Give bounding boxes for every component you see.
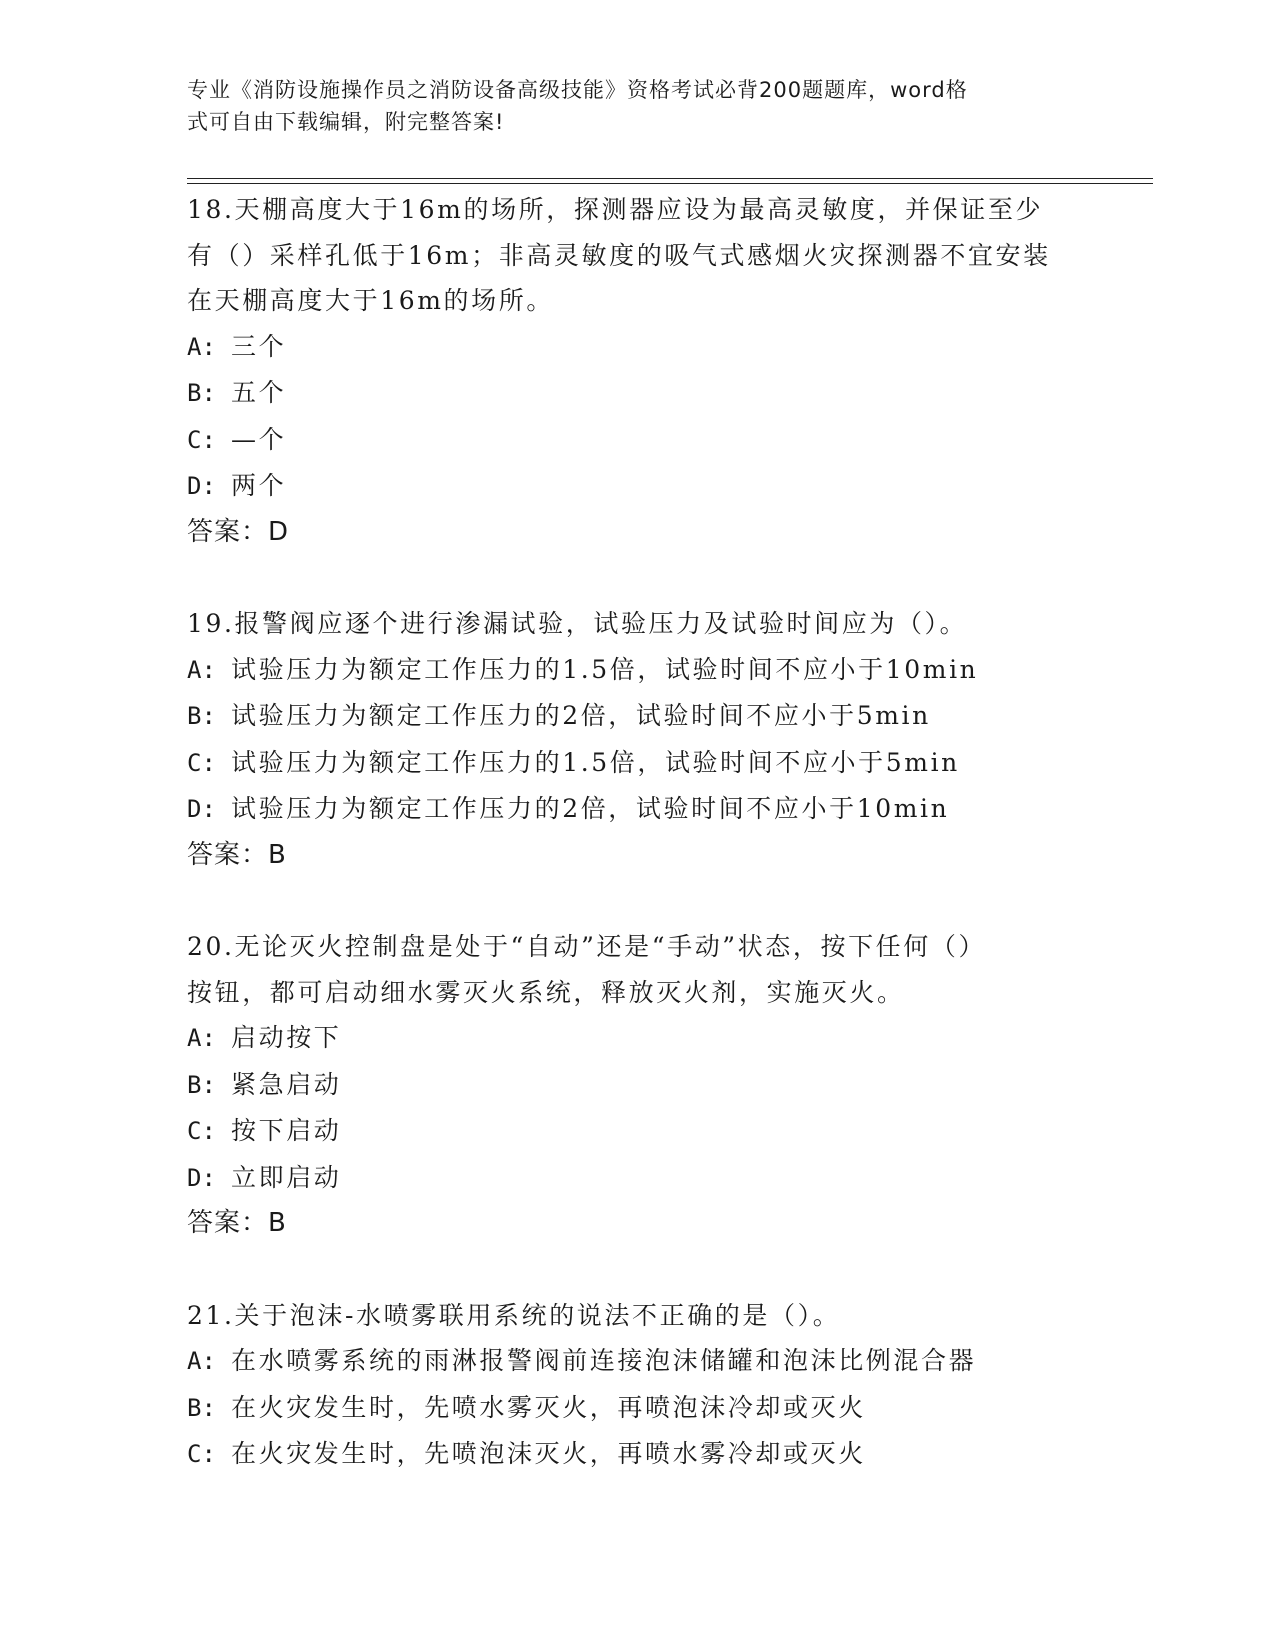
header-divider-bottom	[187, 183, 1153, 184]
option-letter: B:	[187, 1393, 216, 1422]
question-stem-line: 18.天棚高度大于16m的场所，探测器应设为最高灵敏度，并保证至少	[187, 195, 1044, 224]
option-text: 在火灾发生时，先喷水雾灭火，再喷泡沫冷却或灭火	[231, 1392, 866, 1422]
option-a	[187, 324, 1087, 371]
option-b	[187, 1062, 1087, 1109]
option-text: 三个	[231, 331, 287, 361]
option-letter: C:	[187, 1440, 216, 1468]
answer-label: 答案：B	[187, 839, 287, 870]
option-letter: B:	[187, 379, 216, 407]
option-letter: A:	[187, 655, 216, 684]
option-letter: C:	[187, 1117, 216, 1145]
option-text: 五个	[231, 378, 287, 407]
option-letter: A:	[187, 1024, 216, 1052]
header-line-1: 专业《消防设施操作员之消防设备高级技能》资格考试必背200题题库，word格	[187, 78, 968, 102]
option-text: 启动按下	[231, 1023, 342, 1052]
answer-label: 答案：B	[187, 1208, 287, 1238]
spacer	[187, 878, 1087, 924]
question-21	[187, 1293, 1087, 1478]
option-b	[187, 1385, 1087, 1432]
option-text: 在火灾发生时，先喷泡沫灭火，再喷水雾冷却或灭火	[231, 1439, 866, 1468]
question-19	[187, 601, 1087, 878]
question-stem-line: 有（）采样孔低于16m；非高灵敏度的吸气式感烟火灾探测器不宜安装	[187, 240, 1051, 270]
option-text: 立即启动	[231, 1162, 342, 1192]
option-letter: C:	[187, 748, 216, 777]
question-18	[187, 187, 1087, 555]
question-stem-line: 按钮，都可启动细水雾灭火系统，释放灭火剂，实施灭火。	[187, 977, 905, 1007]
option-d	[187, 463, 1087, 510]
option-letter: B:	[187, 1070, 216, 1099]
header-line-2: 式可自由下载编辑，附完整答案!	[187, 110, 505, 134]
option-letter: D:	[187, 795, 216, 823]
option-c	[187, 417, 1087, 464]
option-b	[187, 370, 1087, 417]
option-a	[187, 1338, 1087, 1385]
option-text: 按下启动	[231, 1116, 342, 1145]
option-letter: D:	[187, 472, 216, 500]
option-c	[187, 1431, 1087, 1478]
option-letter: A:	[187, 1347, 216, 1375]
option-c	[187, 1108, 1087, 1155]
answer-label: 答案：D	[187, 516, 290, 547]
question-stem-line: 21.关于泡沫-水喷雾联用系统的说法不正确的是（）。	[187, 1300, 841, 1330]
option-a	[187, 647, 1087, 694]
option-text: 试验压力为额定工作压力的1.5倍，试验时间不应小于5min	[231, 747, 960, 777]
question-stem-line: 19.报警阀应逐个进行渗漏试验，试验压力及试验时间应为（）。	[187, 609, 968, 638]
option-text: —个	[231, 424, 287, 454]
option-letter: C:	[187, 425, 216, 454]
option-d	[187, 1155, 1087, 1202]
spacer	[187, 555, 1087, 601]
question-stem-line: 20.无论灭火控制盘是处于“自动”还是“手动”状态，按下任何（）	[187, 932, 987, 961]
option-text: 试验压力为额定工作压力的2倍，试验时间不应小于10min	[231, 794, 950, 823]
option-letter: B:	[187, 702, 216, 730]
option-text: 在水喷雾系统的雨淋报警阀前连接泡沫储罐和泡沫比例混合器	[231, 1346, 977, 1375]
option-text: 试验压力为额定工作压力的1.5倍，试验时间不应小于10min	[231, 654, 979, 684]
option-text: 紧急启动	[231, 1069, 342, 1099]
document-header	[187, 74, 1067, 138]
question-20	[187, 924, 1087, 1247]
header-divider-top	[187, 178, 1153, 179]
question-stem-line: 在天棚高度大于16m的场所。	[187, 286, 554, 315]
option-text: 两个	[231, 471, 287, 500]
option-d	[187, 786, 1087, 833]
option-b	[187, 693, 1087, 740]
option-letter: A:	[187, 332, 216, 361]
option-c	[187, 740, 1087, 787]
question-list	[187, 187, 1087, 1478]
option-a	[187, 1015, 1087, 1062]
option-text: 试验压力为额定工作压力的2倍，试验时间不应小于5min	[231, 701, 931, 730]
option-letter: D:	[187, 1163, 216, 1192]
spacer	[187, 1247, 1087, 1293]
